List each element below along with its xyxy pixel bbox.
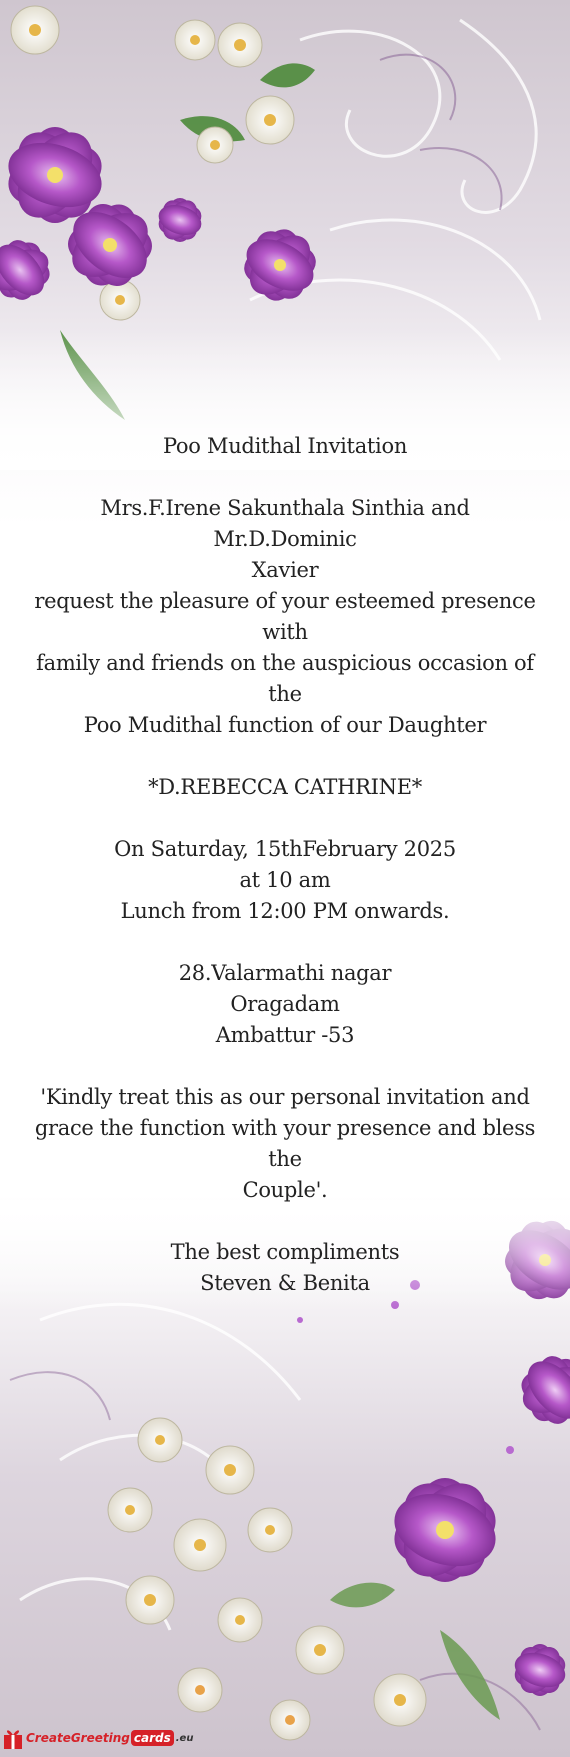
address-line-2: Oragadam — [230, 992, 340, 1016]
floral-top-decoration — [0, 0, 570, 470]
logo-text-part1: CreateGreeting — [26, 1731, 130, 1745]
logo-text-part2: cards — [131, 1730, 174, 1746]
note-line-2: grace the function with your presence and bless the — [34, 1116, 536, 1171]
request-line-3: Poo Mudithal function of our Daughter — [83, 713, 487, 737]
hosts-line-2: Xavier — [251, 558, 319, 582]
gift-icon — [2, 1725, 24, 1751]
invitation-title: Poo Mudithal Invitation — [162, 434, 408, 458]
hosts-line-1: Mrs.F.Irene Sakunthala Sinthia and Mr.D.Dominic — [100, 496, 470, 551]
honoree-name: *D.REBECCA CATHRINE* — [148, 775, 422, 799]
address-line-3: Ambattur -53 — [215, 1023, 355, 1047]
sender-names: Steven & Benita — [200, 1271, 370, 1295]
address-line-1: 28.Valarmathi nagar — [178, 961, 392, 985]
request-line-2: family and friends on the auspicious occasion of the — [36, 651, 534, 706]
logo-text-part3: .eu — [175, 1732, 194, 1744]
event-time: at 10 am — [239, 868, 331, 892]
compliments-line: The best compliments — [170, 1240, 400, 1264]
note-line-1: 'Kindly treat this as our personal invitation and — [40, 1085, 530, 1109]
createGreetingCards-logo-link[interactable] — [2, 1722, 193, 1754]
request-line-1: request the pleasure of your esteemed presence with — [34, 589, 536, 644]
invitation-text — [30, 431, 540, 1299]
lunch-info: Lunch from 12:00 PM onwards. — [120, 899, 450, 923]
note-line-3: Couple'. — [242, 1178, 328, 1202]
event-date: On Saturday, 15thFebruary 2025 — [114, 837, 456, 861]
